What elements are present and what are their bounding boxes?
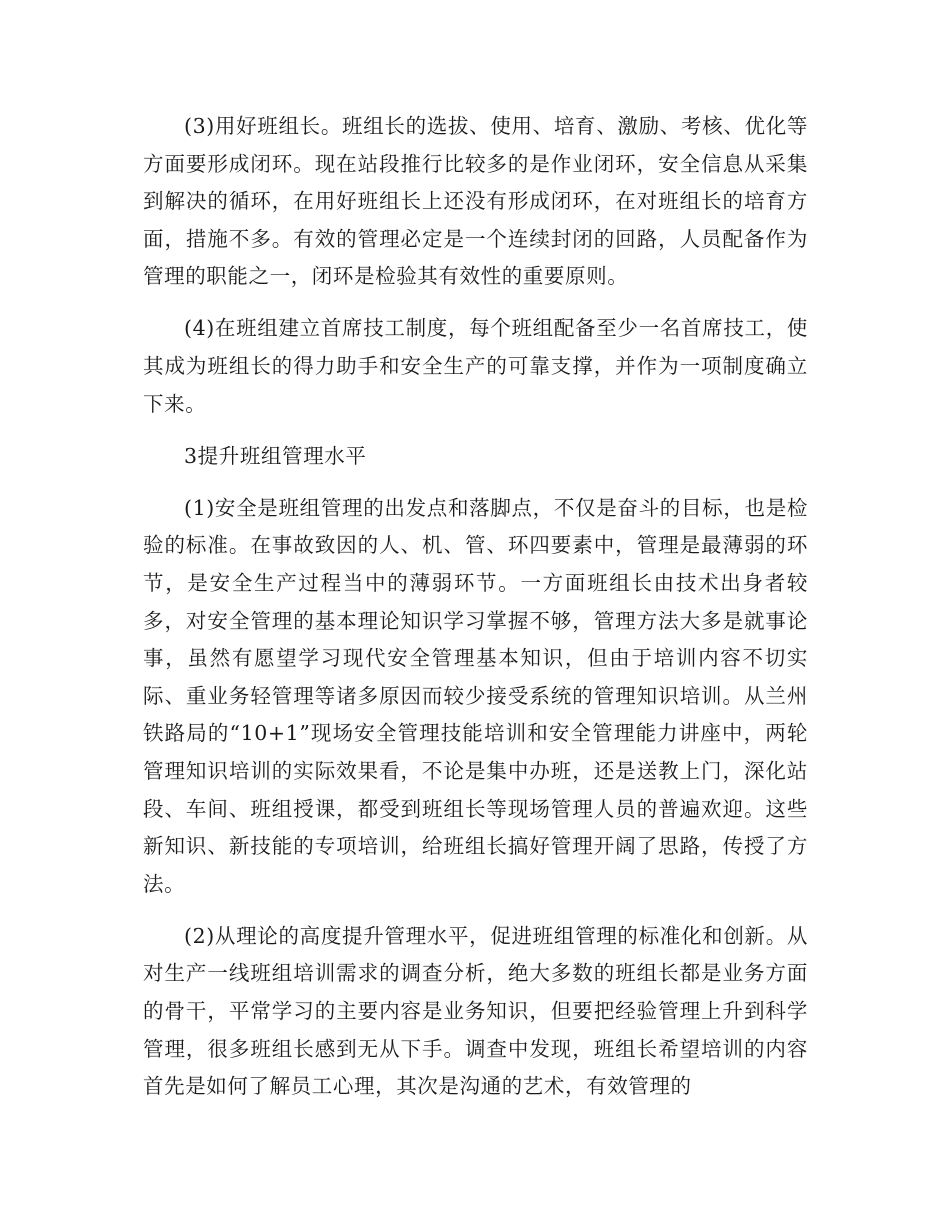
paragraph-3: (3)用好班组长。班组长的选拔、使用、培育、激励、考核、优化等方面要形成闭环。现在站段推行比较多的是作业闭环，安全信息从采集到解决的循环，在用好班组长上还没有形成闭环，在对班组长的培育方面，措施不多。有效的管理必定是一个连续封闭的回路，人员配备作为管理的职能之一，闭环是检验其有效性的重要原则。: [143, 114, 808, 289]
section-heading: 3提升班组管理水平: [184, 443, 367, 468]
paragraph-4: (4)在班组建立首席技工制度，每个班组配备至少一名首席技工，使其成为班组长的得力助手和安全生产的可靠支撑，并作为一项制度确立下来。: [143, 316, 808, 416]
document-body: [143, 108, 808, 1120]
section-paragraph-1: (1)安全是班组管理的出发点和落脚点，不仅是奋斗的目标，也是检验的标准。在事故致因的人、机、管、环四要素中，管理是最薄弱的环节，是安全生产过程当中的薄弱环节。一方面班组长由技术出身者较多，对安全管理的基本理论知识学习掌握不够，管理方法大多是就事论事，虽然有愿望学习现代安全管理基本知识，但由于培训内容不切实际、重业务轻管理等诸多原因而较少接受系统的管理知识培训。从兰州铁路局的“10+1”现场安全管理技能培训和安全管理能力讲座中，两轮管理知识培训的实际效果看，不论是集中办班，还是送教上门，深化站段、车间、班组授课，都受到班组长等现场管理人员的普遍欢迎。这些新知识、新技能的专项培训，给班组长搞好管理开阔了思路，传授了方法。: [143, 495, 808, 896]
section-paragraph-2: (2)从理论的高度提升管理水平，促进班组管理的标准化和创新。从对生产一线班组培训需求的调查分析，绝大多数的班组长都是业务方面的骨干，平常学习的主要内容是业务知识，但要把经验管理上升到科学管理，很多班组长感到无从下手。调查中发现，班组长希望培训的内容首先是如何了解员工心理，其次是沟通的艺术，有效管理的: [143, 923, 808, 1099]
